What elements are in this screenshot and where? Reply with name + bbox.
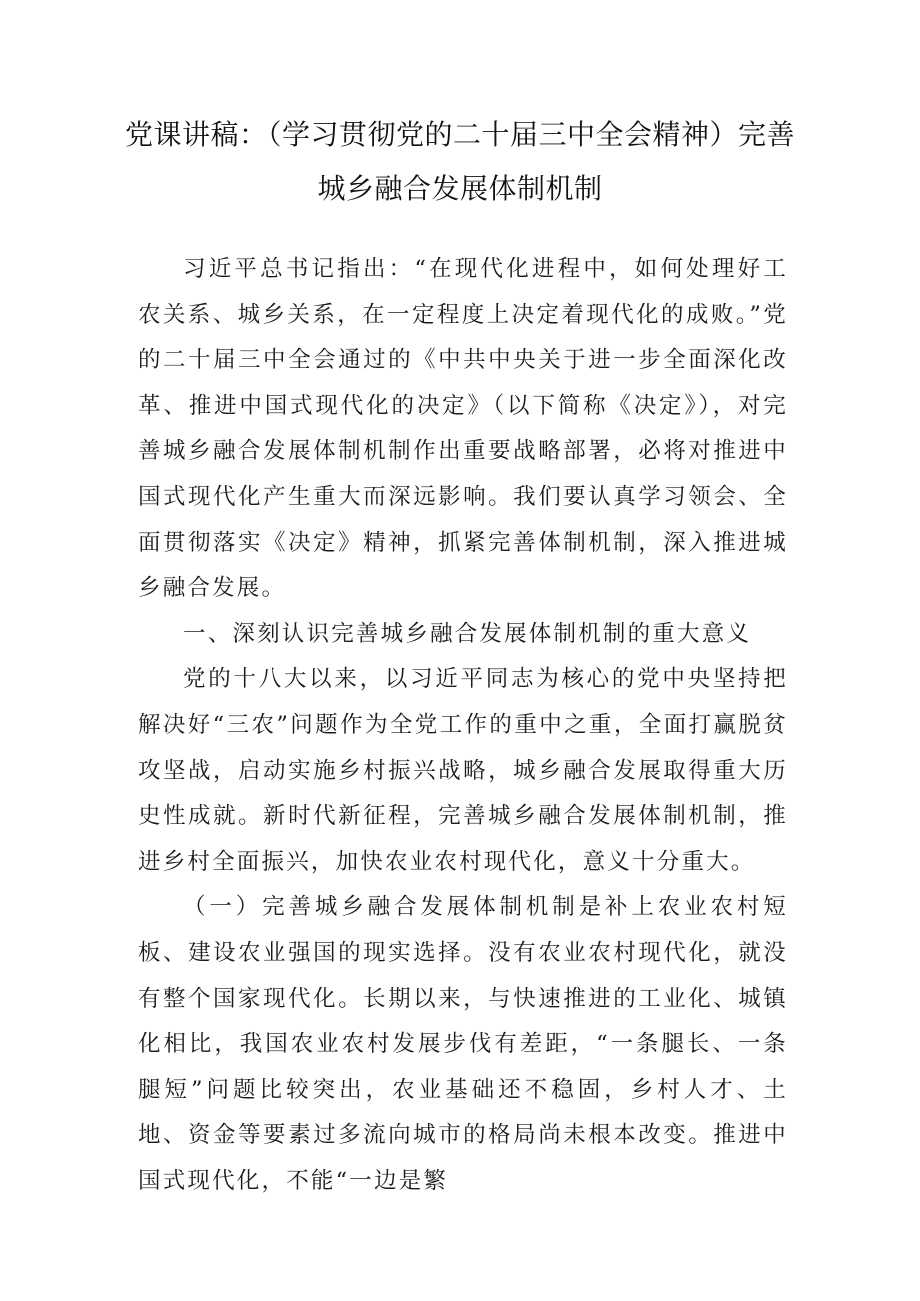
- section-heading-1: 一、深刻认识完善城乡融合发展体制机制的重大意义: [183, 620, 752, 647]
- paragraph-section-1: 党的十八大以来，以习近平同志为核心的党中央坚持把解决好“三农”问题作为全党工作的重中之重，全面打赢脱贫攻坚战，启动实施乡村振兴战略，城乡融合发展取得重大历史性成就。新时代新征程，完善城乡融合发展体制机制，推进乡村全面振兴，加快农业农村现代化，意义十分重大。: [138, 666, 788, 875]
- paragraph-subsection-1: （一）完善城乡融合发展体制机制是补上农业农村短板、建设农业强国的现实选择。没有农业农村现代化，就没有整个国家现代化。长期以来，与快速推进的工业化、城镇化相比，我国农业农村发展步伐有差距，“一条腿长、一条腿短”问题比较突出，农业基础还不稳固，乡村人才、土地、资金等要素过多流向城市的格局尚未根本改变。推进中国式现代化，不能“一边是繁: [138, 894, 788, 1194]
- paragraph-intro: 习近平总书记指出：“在现代化进程中，如何处理好工农关系、城乡关系，在一定程度上决定着现代化的成败。”党的二十届三中全会通过的《中共中央关于进一步全面深化改革、推进中国式现代化的决定》（以下简称《决定》），对完善城乡融合发展体制机制作出重要战略部署，必将对推进中国式现代化产生重大而深远影响。我们要认真学习领会、全面贯彻落实《决定》精神，抓紧完善体制机制，深入推进城乡融合发展。: [138, 256, 788, 602]
- document-body: [138, 247, 788, 1204]
- document-title-line-1: 党课讲稿：（学习贯彻党的二十届三中全会精神）完善: [124, 118, 795, 151]
- document-title-line-2: 城乡融合发展体制机制: [317, 172, 603, 205]
